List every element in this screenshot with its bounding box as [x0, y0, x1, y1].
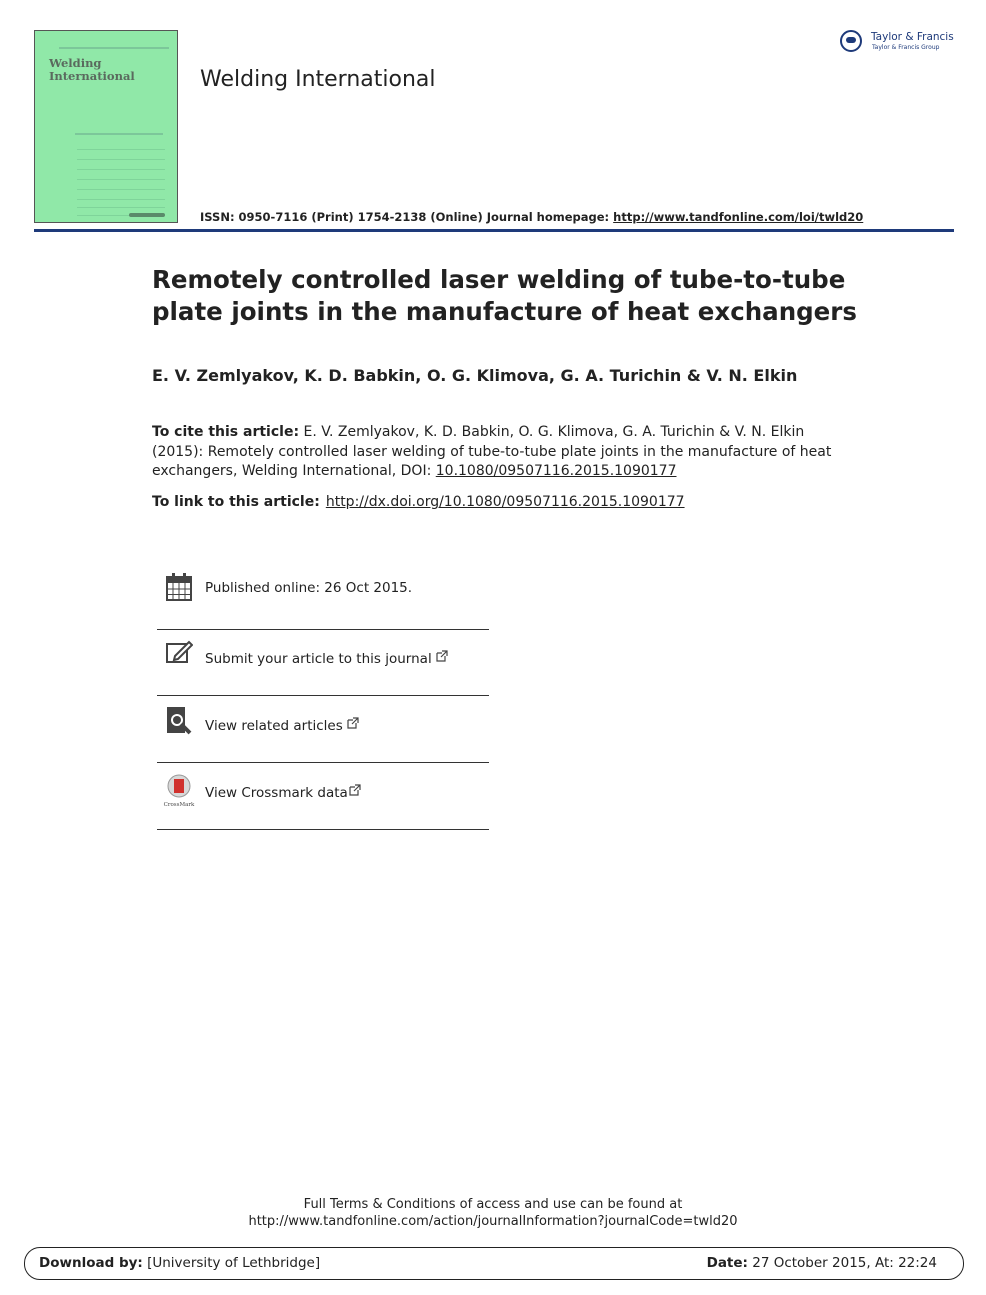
link-label: To link to this article:: [152, 494, 320, 510]
journal-cover-image: [34, 30, 178, 223]
article-authors: E. V. Zemlyakov, K. D. Babkin, O. G. Klimova, G. A. Turichin & V. N. Elkin: [152, 366, 798, 385]
journal-homepage-link[interactable]: http://www.tandfonline.com/loi/twld20: [613, 210, 864, 224]
submit-article-row[interactable]: [157, 638, 489, 692]
crossmark-row[interactable]: [157, 771, 489, 825]
download-by: [39, 1255, 320, 1271]
download-label: Download by:: [39, 1255, 143, 1271]
download-value: [University of Lethbridge]: [142, 1255, 321, 1271]
download-info-box: [24, 1247, 964, 1280]
divider: [157, 762, 489, 763]
doi-link[interactable]: 10.1080/09507116.2015.1090177: [435, 463, 677, 479]
related-articles-label: View related articles: [205, 718, 343, 734]
date-value: 27 October 2015, At: 22:24: [747, 1255, 937, 1271]
download-date: [707, 1255, 937, 1271]
article-url-link[interactable]: http://dx.doi.org/10.1080/09507116.2015.1090177: [325, 494, 685, 510]
issn-text: ISSN: 0950-7116 (Print) 1754-2138 (Online) Journal homepage:: [200, 210, 614, 224]
calendar-icon: [165, 572, 193, 602]
external-link-icon: [349, 784, 361, 796]
external-link-icon: [347, 717, 359, 729]
cover-line: [77, 207, 165, 208]
divider: [157, 695, 489, 696]
divider: [157, 829, 489, 830]
cite-text: E. V. Zemlyakov, K. D. Babkin, O. G. Klimova, G. A. Turichin & V. N. Elkin (2015): Remotely controlled laser welding of tube-to-tube plate joints in the manufacture of heat exchangers, Welding International, DOI:: [152, 424, 832, 479]
cover-top-strip: [59, 47, 169, 49]
cover-line: [77, 169, 165, 170]
related-articles-row[interactable]: [157, 704, 489, 758]
cover-line: [77, 179, 165, 180]
journal-name: Welding International: [200, 67, 436, 92]
search-document-icon: [165, 706, 193, 736]
cover-line: [77, 149, 165, 150]
article-title: Remotely controlled laser welding of tube-to-tube plate joints in the manufacture of heat exchangers: [152, 265, 857, 326]
header-rule: [34, 229, 954, 232]
date-label: Date:: [706, 1255, 748, 1271]
cite-label: To cite this article:: [152, 424, 300, 440]
publisher-name: Taylor & Francis: [871, 31, 954, 43]
citation: [152, 423, 832, 482]
external-link-icon: [436, 650, 448, 662]
cover-publisher-logo: [129, 213, 165, 217]
terms-url[interactable]: http://www.tandfonline.com/action/journalInformation?journalCode=twld20: [248, 1214, 738, 1229]
cover-subtitle-strip: [75, 133, 163, 135]
publisher-logo-mark: [846, 37, 856, 43]
crossmark-logo-text: CrossMark: [163, 802, 195, 808]
published-date: Published online: 26 Oct 2015.: [205, 580, 413, 596]
publisher-group: Taylor & Francis Group: [872, 44, 940, 51]
crossmark-icon: [163, 774, 195, 808]
cover-line: [77, 199, 165, 200]
submit-article-label: Submit your article to this journal: [205, 651, 432, 667]
divider: [157, 629, 489, 630]
cover-title: [49, 57, 135, 82]
terms-line1: Full Terms & Conditions of access and use can be found at: [303, 1197, 683, 1212]
cover-title-line1: Welding: [49, 56, 102, 70]
terms-notice: [0, 1196, 986, 1230]
related-articles-link[interactable]: [205, 717, 359, 734]
crossmark-label: View Crossmark data: [205, 785, 348, 801]
submit-article-link[interactable]: [205, 650, 448, 667]
article-link-line: [152, 494, 685, 510]
cover-line: [77, 189, 165, 190]
edit-icon: [165, 638, 193, 668]
crossmark-link[interactable]: [205, 784, 361, 801]
cover-line: [77, 159, 165, 160]
published-row: [157, 570, 489, 626]
issn-line: [200, 210, 863, 224]
cover-title-line2: International: [49, 68, 135, 83]
